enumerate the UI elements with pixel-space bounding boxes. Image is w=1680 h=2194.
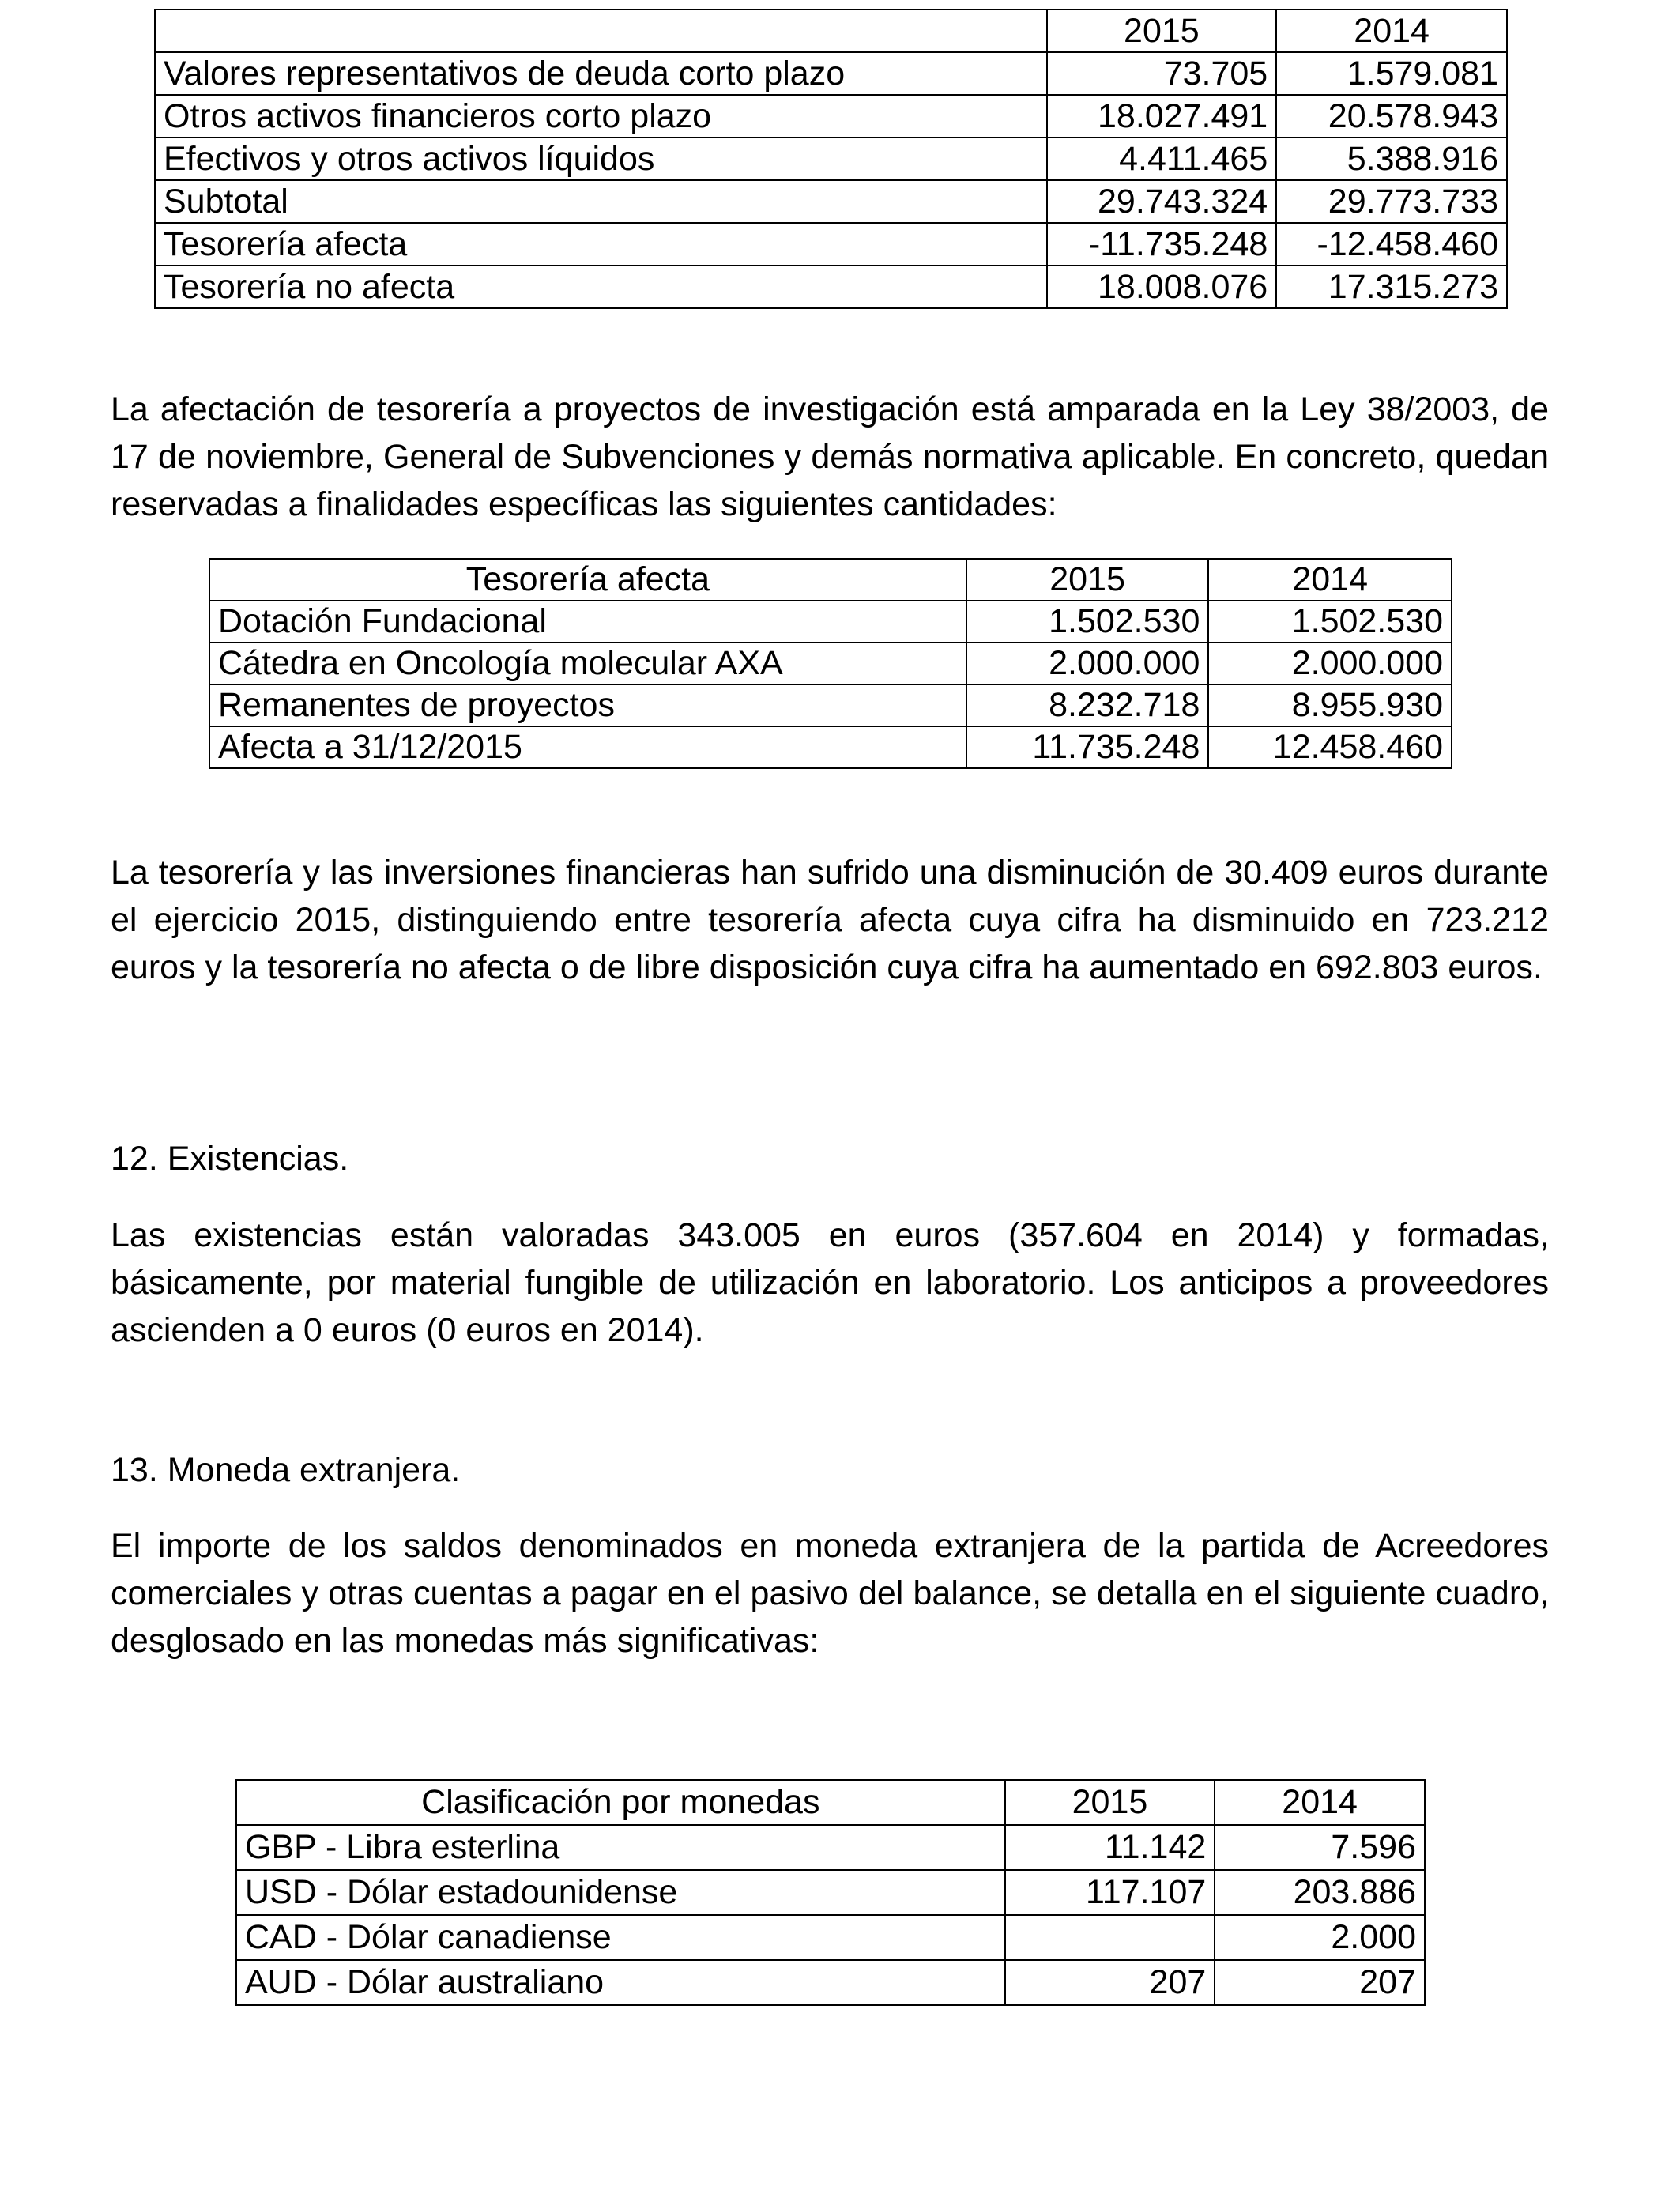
row-label: Dotación Fundacional [209,601,966,643]
value-2015: 207 [1005,1960,1215,2005]
value-2014: 2.000 [1215,1915,1425,1960]
value-2014: 1.502.530 [1208,601,1452,643]
value-2015: 1.502.530 [966,601,1209,643]
table-row [236,1870,1425,1915]
table-row [155,223,1507,266]
row-label: Tesorería no afecta [155,266,1047,308]
table-header-row [155,9,1507,52]
table-header-cell: Clasificación por monedas [236,1780,1005,1825]
table-row [236,1915,1425,1960]
value-2014: 203.886 [1215,1870,1425,1915]
section-heading-moneda-extranjera: 13. Moneda extranjera. [111,1451,461,1489]
table-header-cell: 2015 [1005,1780,1215,1825]
value-2015: 29.743.324 [1047,180,1277,223]
row-label: Subtotal [155,180,1047,223]
table-row [209,643,1452,684]
value-2015: -11.735.248 [1047,223,1277,266]
currency-classification-table [235,1779,1426,2006]
table-header-cell [155,9,1047,52]
allocated-treasury-table [209,558,1452,769]
table-header-cell: 2015 [1047,9,1277,52]
value-2015: 73.705 [1047,52,1277,95]
value-2015: 2.000.000 [966,643,1209,684]
table-row [209,726,1452,768]
table-header-cell: Tesorería afecta [209,559,966,601]
table-row [209,684,1452,726]
value-2015: 11.142 [1005,1825,1215,1870]
row-label: CAD - Dólar canadiense [236,1915,1005,1960]
row-label: GBP - Libra esterlina [236,1825,1005,1870]
table-row [155,95,1507,138]
value-2014: 7.596 [1215,1825,1425,1870]
table-row [155,52,1507,95]
row-label: Efectivos y otros activos líquidos [155,138,1047,180]
table-row [155,266,1507,308]
table-row [155,180,1507,223]
paragraph-foreign-currency: El importe de los saldos denominados en moneda extranjera de la partida de Acreedores comerciales y otras cuentas a pagar en el pasivo del balance, se detalla en el siguiente cuadro, desglosado en las monedas más significativas: [111,1527,1549,1660]
value-2014: 29.773.733 [1276,180,1507,223]
section-heading-existencias: 12. Existencias. [111,1140,349,1178]
value-2014: 5.388.916 [1276,138,1507,180]
table-header-cell: 2014 [1208,559,1452,601]
row-label: Afecta a 31/12/2015 [209,726,966,768]
value-2014: 12.458.460 [1208,726,1452,768]
table-header-cell: 2015 [966,559,1209,601]
table-header-row [209,559,1452,601]
value-2014: 20.578.943 [1276,95,1507,138]
value-2015: 8.232.718 [966,684,1209,726]
table-header-cell: 2014 [1276,9,1507,52]
row-label: Otros activos financieros corto plazo [155,95,1047,138]
value-2014: -12.458.460 [1276,223,1507,266]
value-2015: 117.107 [1005,1870,1215,1915]
value-2015 [1005,1915,1215,1960]
table-header-row [236,1780,1425,1825]
row-label: Remanentes de proyectos [209,684,966,726]
table-header-cell: 2014 [1215,1780,1425,1825]
row-label: USD - Dólar estadounidense [236,1870,1005,1915]
value-2015: 18.008.076 [1047,266,1277,308]
value-2015: 11.735.248 [966,726,1209,768]
table-row [236,1960,1425,2005]
value-2015: 18.027.491 [1047,95,1277,138]
table-row [236,1825,1425,1870]
value-2015: 4.411.465 [1047,138,1277,180]
table-row [209,601,1452,643]
row-label: Tesorería afecta [155,223,1047,266]
investments-cash-table [154,9,1508,309]
value-2014: 1.579.081 [1276,52,1507,95]
value-2014: 2.000.000 [1208,643,1452,684]
table-row [155,138,1507,180]
paragraph-treasury-allocation: La afectación de tesorería a proyectos de investigación está amparada en la Ley 38/2003, de 17 de noviembre, General de Subvenciones y demás normativa aplicable. En concreto, quedan reservadas a finalidades específicas las siguientes cantidades: [111,390,1549,523]
value-2014: 207 [1215,1960,1425,2005]
paragraph-inventories: Las existencias están valoradas 343.005 en euros (357.604 en 2014) y formadas, básicamente, por material fungible de utilización en laboratorio. Los anticipos a proveedores ascienden a 0 euros (0 euros en 2014). [111,1216,1549,1349]
row-label: Valores representativos de deuda corto plazo [155,52,1047,95]
row-label: Cátedra en Oncología molecular AXA [209,643,966,684]
row-label: AUD - Dólar australiano [236,1960,1005,2005]
value-2014: 17.315.273 [1276,266,1507,308]
value-2014: 8.955.930 [1208,684,1452,726]
paragraph-treasury-change: La tesorería y las inversiones financieras han sufrido una disminución de 30.409 euros durante el ejercicio 2015, distinguiendo entre tesorería afecta cuya cifra ha disminuido en 723.212 euros y la tesorería no afecta o de libre disposición cuya cifra ha aumentado en 692.803 euros. [111,854,1549,986]
